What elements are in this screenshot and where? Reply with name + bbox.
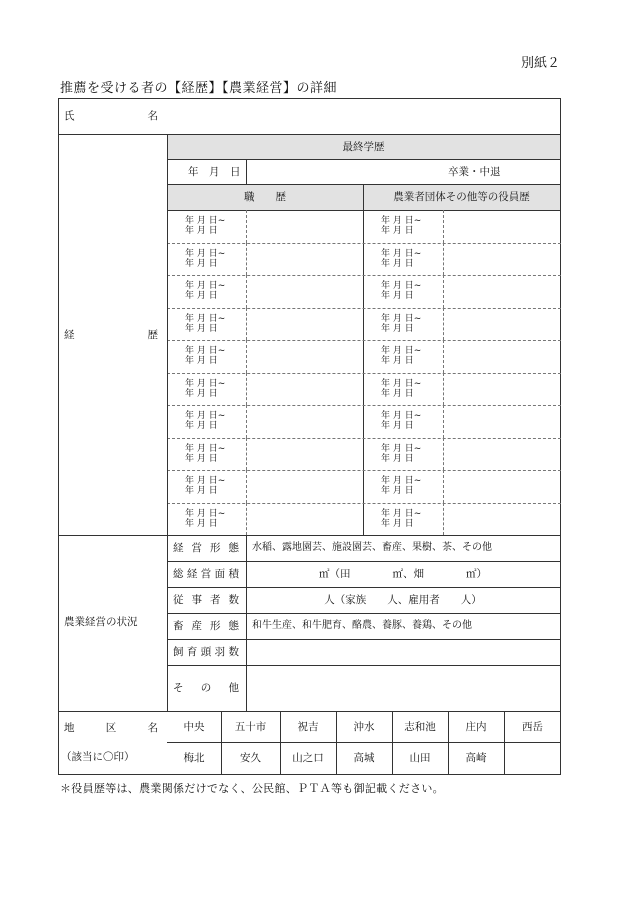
- district-option[interactable]: 梅北: [183, 752, 205, 764]
- job-period[interactable]: 年 月 日~ 年 月 日: [185, 281, 226, 302]
- farming-row-value[interactable]: ㎡（田 ㎡、畑 ㎡）: [319, 568, 487, 580]
- officer-period[interactable]: 年 月 日~ 年 月 日: [381, 508, 422, 529]
- farming-row-value[interactable]: 和牛生産、和牛肥育、酪農、養豚、養鶏、その他: [252, 620, 472, 631]
- job-period[interactable]: 年 月 日~ 年 月 日: [185, 248, 226, 269]
- job-period[interactable]: 年 月 日~ 年 月 日: [185, 313, 226, 334]
- officer-period[interactable]: 年 月 日~ 年 月 日: [381, 281, 422, 302]
- district-option[interactable]: 山田: [409, 752, 431, 764]
- farming-row-label: 飼 育 頭 羽 数: [173, 646, 239, 658]
- job-period[interactable]: 年 月 日~ 年 月 日: [185, 346, 226, 367]
- farming-row-value[interactable]: 人（家族 人、雇用者 人）: [324, 594, 482, 606]
- farming-row-label: 経 営 形 態: [173, 542, 239, 554]
- district-option[interactable]: 高城: [353, 752, 375, 764]
- officer-period[interactable]: 年 月 日~ 年 月 日: [381, 248, 422, 269]
- attachment-number: 別紙２: [520, 56, 560, 71]
- officer-period[interactable]: 年 月 日~ 年 月 日: [381, 313, 422, 334]
- farming-row-label: 従 事 者 数: [173, 594, 239, 606]
- district-option[interactable]: 沖水: [353, 721, 375, 733]
- career-label: 経 歴: [64, 329, 158, 341]
- officer-period[interactable]: 年 月 日~ 年 月 日: [381, 216, 422, 237]
- job-period[interactable]: 年 月 日~ 年 月 日: [185, 476, 226, 497]
- graduation-choice[interactable]: 卒業・中退: [448, 166, 501, 178]
- district-option[interactable]: 西岳: [522, 721, 543, 733]
- district-option[interactable]: 五十市: [234, 721, 267, 733]
- district-option[interactable]: 祝吉: [297, 721, 319, 733]
- district-option[interactable]: 山之口: [292, 752, 324, 764]
- farming-row-value[interactable]: 水稲、露地園芸、施設園芸、畜産、果樹、茶、その他: [252, 542, 492, 553]
- officer-period[interactable]: 年 月 日~ 年 月 日: [381, 476, 422, 497]
- district-option[interactable]: 中央: [183, 721, 205, 733]
- farming-row-label: そ の 他: [173, 682, 239, 694]
- job-period[interactable]: 年 月 日~ 年 月 日: [185, 443, 226, 464]
- job-period[interactable]: 年 月 日~ 年 月 日: [185, 216, 226, 237]
- name-label: 氏 名: [64, 110, 158, 122]
- footnote: ＊役員歴等は、農業関係だけでなく、公民館、ＰＴＡ等も御記載ください。: [60, 782, 444, 795]
- officer-period[interactable]: 年 月 日~ 年 月 日: [381, 346, 422, 367]
- officer-period[interactable]: 年 月 日~ 年 月 日: [381, 378, 422, 399]
- form-title: 推薦を受ける者の【経歴】【農業経営】の詳細: [60, 81, 338, 96]
- education-header: 最終学歴: [342, 141, 385, 153]
- farming-status-label: 農業経営の状況: [64, 616, 138, 628]
- job-period[interactable]: 年 月 日~ 年 月 日: [185, 378, 226, 399]
- farming-row-label: 畜 産 形 態: [173, 620, 239, 632]
- officer-history-header: 農業者団体その他等の役員歴: [393, 191, 530, 203]
- district-option[interactable]: 志和池: [404, 721, 436, 733]
- education-date-label[interactable]: 年 月 日: [188, 166, 241, 178]
- officer-period[interactable]: 年 月 日~ 年 月 日: [381, 411, 422, 432]
- job-history-header: 職 歴: [244, 191, 286, 203]
- officer-period[interactable]: 年 月 日~ 年 月 日: [381, 443, 422, 464]
- job-period[interactable]: 年 月 日~ 年 月 日: [185, 411, 226, 432]
- job-period[interactable]: 年 月 日~ 年 月 日: [185, 508, 226, 529]
- district-option[interactable]: 安久: [240, 752, 261, 764]
- farming-row-label: 総 経 営 面 積: [173, 568, 239, 580]
- district-label: 地 区 名: [64, 722, 158, 734]
- district-option[interactable]: 高崎: [465, 752, 487, 764]
- district-sublabel: （該当に〇印）: [61, 751, 135, 763]
- district-option[interactable]: 庄内: [465, 721, 487, 733]
